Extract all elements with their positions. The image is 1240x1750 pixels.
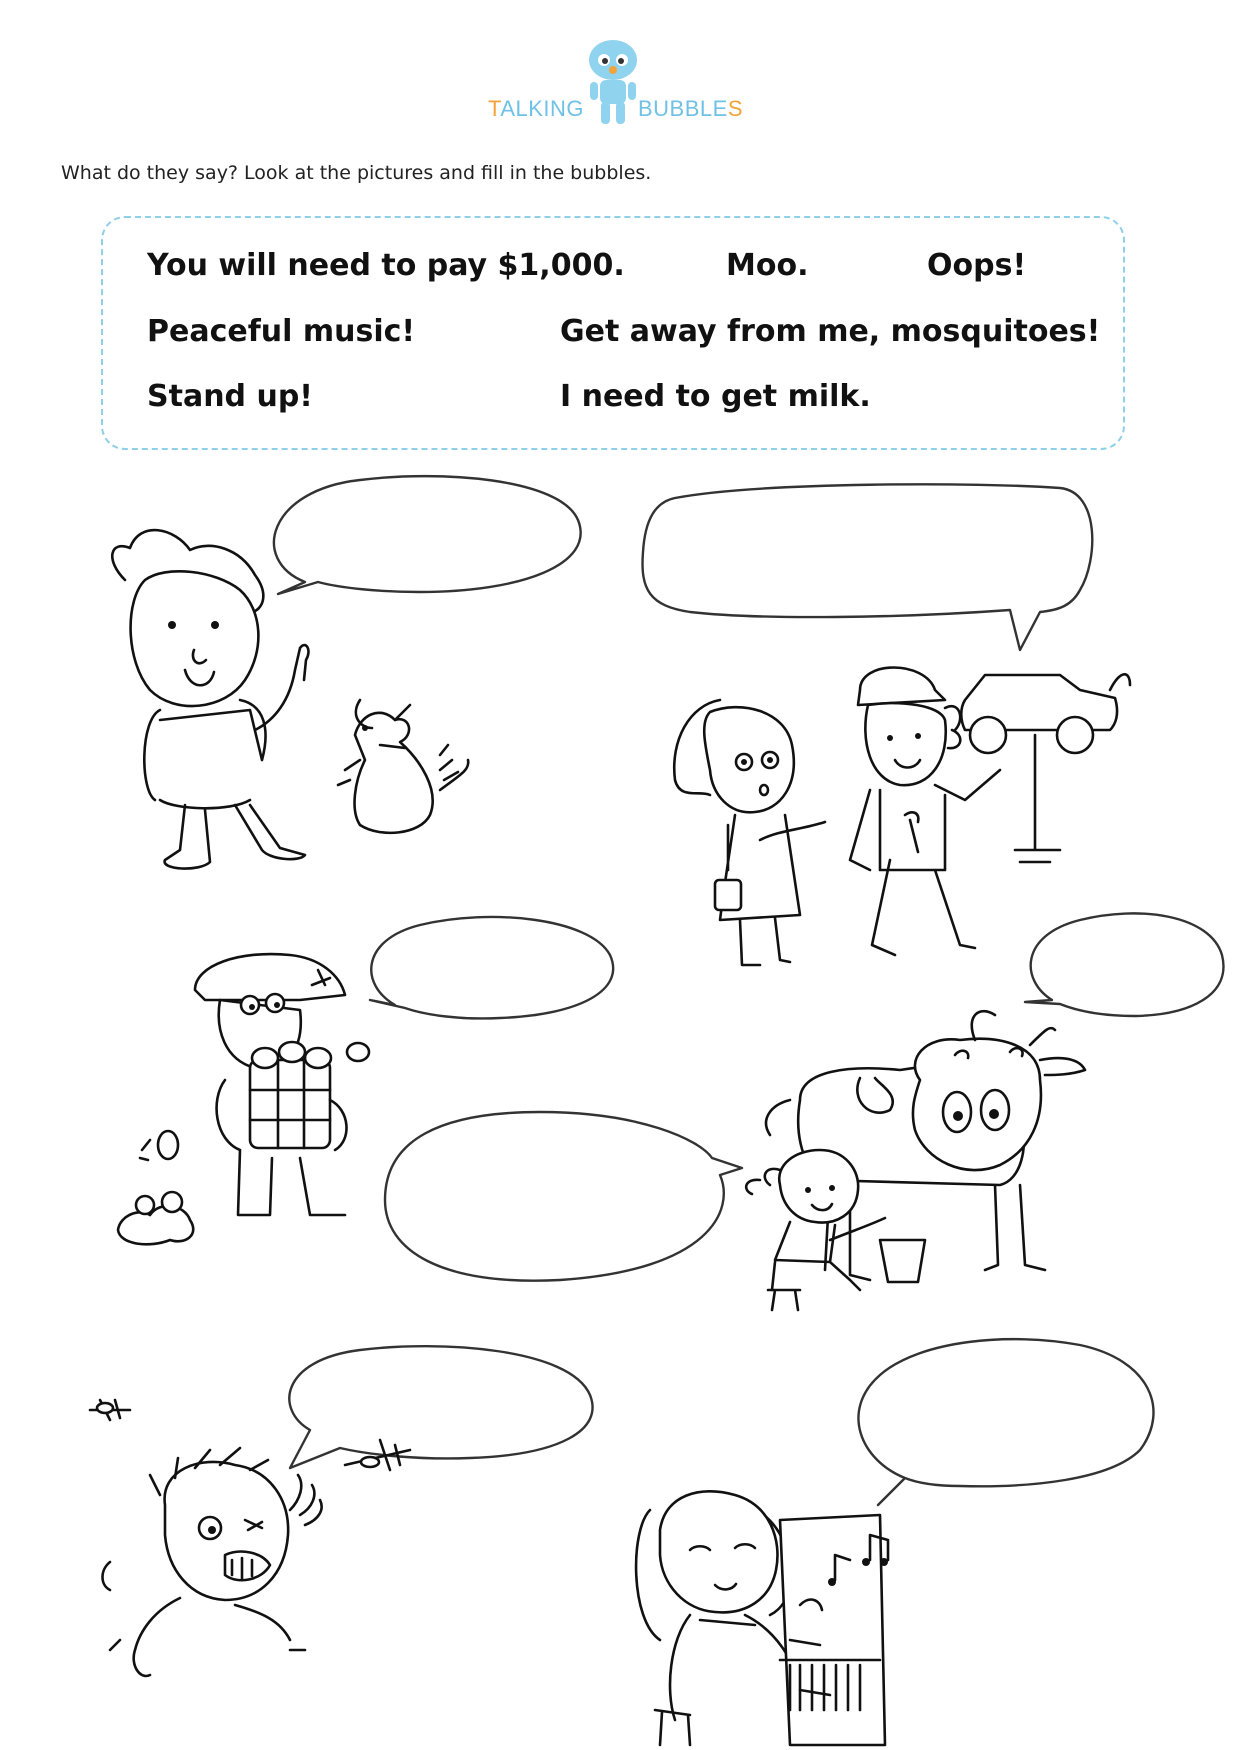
speech-bubble-2[interactable]: [643, 484, 1093, 650]
cow-icon: [746, 1011, 1085, 1310]
mechanic-icon: [674, 668, 1130, 966]
piano-icon: [636, 1491, 888, 1745]
phrase-peaceful-music: Peaceful music!: [147, 314, 416, 349]
speech-bubble-6[interactable]: [289, 1346, 592, 1468]
speech-bubble-4[interactable]: [1025, 913, 1223, 1016]
logo-word-talking: TALKING: [488, 96, 585, 121]
instructions-text: What do they say? Look at the pictures and fill in the bubbles.: [61, 162, 652, 184]
phrase-moo: Moo.: [726, 248, 809, 283]
speech-bubble-1[interactable]: [274, 476, 581, 594]
phrase-oops: Oops!: [927, 248, 1027, 283]
phrase-pay: You will need to pay $1,000.: [147, 248, 625, 283]
phrase-mosquitoes: Get away from me, mosquitoes!: [560, 314, 1101, 349]
speech-bubble-3[interactable]: [370, 917, 613, 1018]
speech-bubble-5[interactable]: [385, 1112, 742, 1281]
phrase-stand-up: Stand up!: [147, 379, 313, 414]
eggs-icon: [118, 954, 369, 1244]
phrase-get-milk: I need to get milk.: [560, 379, 871, 414]
logo-word-bubbles: BUBBLES: [638, 96, 744, 121]
speech-bubble-7[interactable]: [858, 1339, 1153, 1505]
